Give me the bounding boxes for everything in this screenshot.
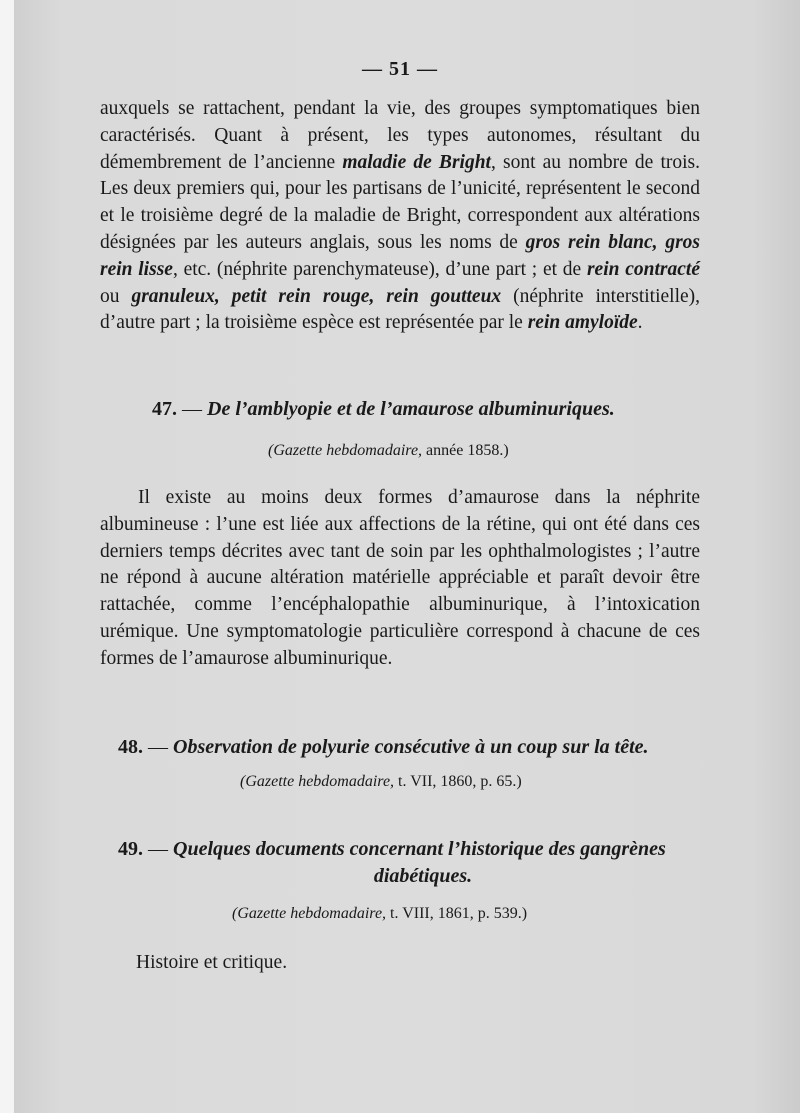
section-49-source-detail: t. VIII, 1861, p. 539.) xyxy=(386,905,528,922)
section-48-source-journal: (Gazette hebdomadaire, xyxy=(240,773,395,790)
intro-text-2: , sont au nombre de trois. Les deux premiers qui, pour les partisans de l’unicité, représentent le second et le troisième degré de la maladie de Bright, correspondent aux altérations désignées par les auteurs anglais, sous les noms de xyxy=(100,151,700,253)
section-49-source xyxy=(232,904,527,924)
section-48-source xyxy=(240,772,522,792)
intro-text-1: auxquels se rattachent, pendant la vie, des groupes symptomatiques bien caractérisés. Quant à présent, les types autonomes, résultant du démembrement de l’ancienne xyxy=(100,98,700,173)
section-48-number: 48. xyxy=(118,736,143,758)
section-47-body-text: Il existe au moins deux formes d’amaurose dans la néphrite albumineuse : l’une est liée aux affections de la rétine, qui ont été dans ces derniers temps décrites avec tant de soin par les ophthalmologistes ; l’autre ne répond à aucune altération matérielle appréciable et paraît devoir être rattachée, comme l’encéphalopathie albuminurique, à l’intoxication urémique. Une symptomatologie particulière correspond à chacune de ces formes de l’amaurose albuminurique. xyxy=(100,487,700,669)
intro-em-1: maladie de Bright xyxy=(342,151,491,173)
section-49-number: 49. xyxy=(118,838,143,860)
intro-em-3: rein contracté xyxy=(586,258,700,280)
intro-text-5: (néphrite interstitielle), d’autre part ; la troisième espèce est représentée par le xyxy=(100,285,701,334)
section-47-dash: — xyxy=(177,398,207,420)
section-49-title-line2: diabétiques. xyxy=(373,865,473,887)
intro-em-2: gros rein blanc, gros rein lisse xyxy=(100,231,700,280)
section-48-dash: — xyxy=(143,736,173,758)
section-49-dash: — xyxy=(143,838,173,860)
section-48-source-detail: t. VII, 1860, p. 65.) xyxy=(394,773,522,790)
page-number: — 51 — xyxy=(362,58,438,80)
section-47-source-detail: année 1858.) xyxy=(422,442,509,459)
section-49-source-journal: (Gazette hebdomadaire, xyxy=(232,905,387,922)
section-47-source-journal: (Gazette hebdomadaire, xyxy=(268,442,423,459)
section-47-title: De l’amblyopie et de l’amaurose albuminuriques. xyxy=(207,398,615,420)
section-48-title: Observation de polyurie consécutive à un coup sur la tête. xyxy=(173,736,649,758)
section-47-source xyxy=(268,441,509,461)
page-left-edge xyxy=(0,0,14,1113)
section-48-heading xyxy=(118,734,708,761)
section-49-title: Quelques documents concernant l’historique des gangrènes xyxy=(173,838,666,860)
intro-em-5: rein amyloïde xyxy=(527,312,638,334)
intro-text-6: . xyxy=(637,312,643,334)
section-47-number: 47. xyxy=(152,398,177,420)
section-47-body xyxy=(100,485,700,673)
section-49-heading xyxy=(118,836,708,890)
closing-text: Histoire et critique. xyxy=(136,952,288,973)
section-47-heading xyxy=(152,396,712,423)
intro-text-3: , etc. (néphrite parenchymateuse), d’une part ; et de xyxy=(172,258,587,280)
intro-em-4: granuleux, petit rein rouge, rein goutteux xyxy=(131,285,502,307)
intro-paragraph xyxy=(100,96,700,337)
intro-text-4: ou xyxy=(100,285,132,307)
